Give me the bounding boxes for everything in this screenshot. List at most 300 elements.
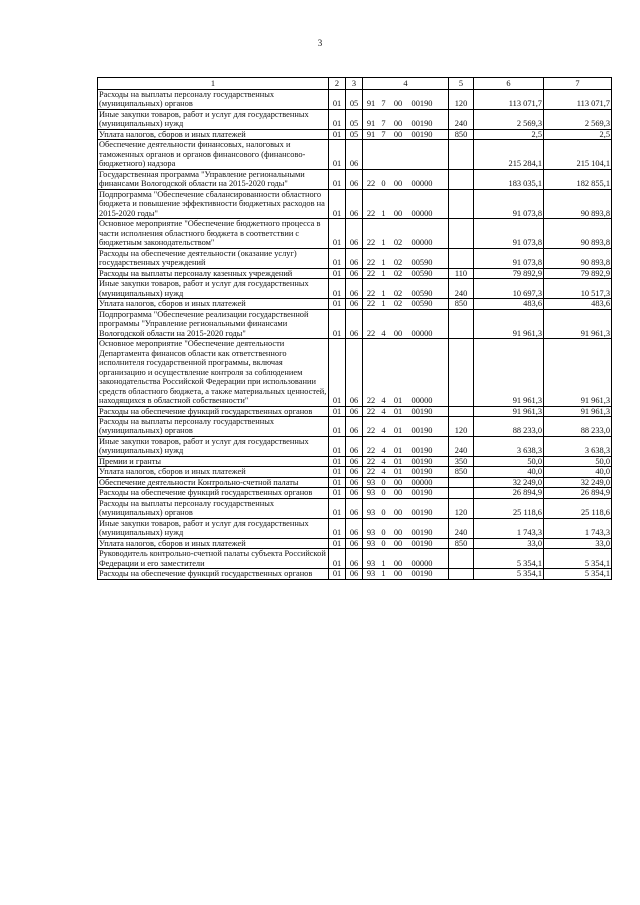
row-amount-year1: 40,0 — [474, 467, 544, 477]
row-amount-year1: 1 743,3 — [474, 518, 544, 538]
header-cell: 1 — [98, 78, 329, 90]
row-name: Обеспечение деятельности Контрольно-счетной палаты — [98, 477, 329, 487]
row-name: Основное мероприятие "Обеспечение бюджетного процесса в части исполнения областного бюджета в соответствии с бюджетным законодательством" — [98, 219, 329, 248]
row-name: Иные закупки товаров, работ и услуг для государственных (муниципальных) нужд — [98, 279, 329, 299]
table-row — [98, 268, 612, 278]
row-amount-year2: 1 743,3 — [544, 518, 612, 538]
row-expense-type: 350 — [449, 456, 474, 466]
row-target-code — [363, 538, 449, 548]
row-subsection: 06 — [346, 339, 363, 406]
target-code-parts — [364, 559, 447, 568]
row-expense-type — [449, 189, 474, 218]
row-amount-year2: 215 104,1 — [544, 140, 612, 169]
row-expense-type — [449, 406, 474, 416]
target-code-parts — [364, 179, 447, 188]
target-code-part: 02 — [393, 238, 403, 248]
row-amount-year2: 90 893,8 — [544, 219, 612, 248]
row-section: 01 — [329, 467, 346, 477]
row-amount-year1: 91 073,8 — [474, 219, 544, 248]
target-code-part: 01 — [393, 406, 403, 416]
row-name: Иные закупки товаров, работ и услуг для государственных (муниципальных) нужд — [98, 518, 329, 538]
row-target-code — [363, 248, 449, 268]
row-name: Государственная программа "Управление региональными финансами Вологодской области на 2015-2020 годы" — [98, 169, 329, 189]
row-name: Иные закупки товаров, работ и услуг для государственных (муниципальных) нужд — [98, 109, 329, 129]
row-amount-year2: 2 569,3 — [544, 109, 612, 129]
row-target-code — [363, 549, 449, 569]
target-code-part: 00590 — [411, 268, 433, 278]
row-subsection: 06 — [346, 456, 363, 466]
row-target-code — [363, 488, 449, 498]
row-section: 01 — [329, 339, 346, 406]
table-row — [98, 339, 612, 406]
target-code-parts — [364, 209, 447, 218]
target-code-part: 00 — [393, 558, 403, 568]
target-code-part: 00 — [393, 528, 403, 538]
row-name: Расходы на выплаты персоналу государственных (муниципальных) органов — [98, 90, 329, 110]
row-section: 01 — [329, 189, 346, 218]
target-code-part: 00190 — [411, 528, 433, 538]
row-name: Уплата налогов, сборов и иных платежей — [98, 129, 329, 139]
row-subsection: 06 — [346, 169, 363, 189]
target-code-part: 22 — [366, 268, 376, 278]
row-amount-year1: 2 569,3 — [474, 109, 544, 129]
target-code-part: 02 — [393, 288, 403, 298]
table-row — [98, 406, 612, 416]
target-code-part: 22 — [366, 328, 376, 338]
row-subsection: 06 — [346, 477, 363, 487]
target-code-part: 22 — [366, 456, 376, 466]
row-expense-type — [449, 339, 474, 406]
row-subsection: 06 — [346, 309, 363, 338]
row-name: Подпрограмма "Обеспечение реализации государственной программы "Управление региональными финансами Вологодской области на 2015-2020 годы" — [98, 309, 329, 338]
row-section: 01 — [329, 406, 346, 416]
row-name: Руководитель контрольно-счетной палаты субъекта Российской Федерации и его заместители — [98, 549, 329, 569]
row-amount-year1: 5 354,1 — [474, 549, 544, 569]
target-code-part: 22 — [366, 208, 376, 218]
row-expense-type — [449, 569, 474, 579]
row-amount-year2: 90 893,8 — [544, 189, 612, 218]
row-name: Расходы на обеспечение функций государственных органов — [98, 488, 329, 498]
row-target-code — [363, 279, 449, 299]
row-name: Иные закупки товаров, работ и услуг для государственных (муниципальных) нужд — [98, 436, 329, 456]
table-row — [98, 518, 612, 538]
row-section: 01 — [329, 169, 346, 189]
target-code-part: 00000 — [411, 396, 433, 406]
table-row — [98, 467, 612, 477]
row-amount-year1: 483,6 — [474, 299, 544, 309]
target-code-part: 1 — [381, 558, 386, 568]
row-target-code — [363, 129, 449, 139]
row-section: 01 — [329, 268, 346, 278]
table-row — [98, 299, 612, 309]
target-code-part: 00190 — [411, 569, 433, 579]
row-amount-year2: 2,5 — [544, 129, 612, 139]
row-amount-year1: 91 961,3 — [474, 339, 544, 406]
table-row — [98, 498, 612, 518]
row-amount-year1: 91 073,8 — [474, 248, 544, 268]
row-amount-year2: 88 233,0 — [544, 416, 612, 436]
row-target-code — [363, 309, 449, 338]
row-amount-year1: 33,0 — [474, 538, 544, 548]
row-expense-type: 120 — [449, 498, 474, 518]
target-code-part: 00 — [393, 538, 403, 548]
target-code-parts — [364, 569, 447, 578]
row-name: Уплата налогов, сборов и иных платежей — [98, 467, 329, 477]
row-section: 01 — [329, 549, 346, 569]
target-code-part: 01 — [393, 426, 403, 436]
target-code-part: 00190 — [411, 406, 433, 416]
target-code-part: 00000 — [411, 558, 433, 568]
target-code-part: 00000 — [411, 208, 433, 218]
target-code-part: 0 — [381, 477, 386, 487]
row-amount-year1: 88 233,0 — [474, 416, 544, 436]
table-row — [98, 309, 612, 338]
row-section: 01 — [329, 140, 346, 169]
row-name: Уплата налогов, сборов и иных платежей — [98, 538, 329, 548]
row-target-code — [363, 416, 449, 436]
target-code-part: 4 — [381, 426, 386, 436]
page-number: 3 — [317, 38, 323, 48]
target-code-parts — [364, 269, 447, 278]
target-code-part: 4 — [381, 446, 386, 456]
target-code-part: 00190 — [411, 508, 433, 518]
budget-table — [97, 77, 612, 580]
row-subsection: 06 — [346, 219, 363, 248]
target-code-part: 0 — [381, 538, 386, 548]
target-code-parts — [364, 396, 447, 405]
row-expense-type: 850 — [449, 538, 474, 548]
row-subsection: 06 — [346, 498, 363, 518]
target-code-part: 22 — [366, 299, 376, 309]
target-code-part: 00 — [393, 99, 403, 109]
target-code-parts — [364, 99, 447, 108]
row-expense-type: 240 — [449, 518, 474, 538]
target-code-part: 4 — [381, 456, 386, 466]
table-row — [98, 488, 612, 498]
target-code-part: 02 — [393, 258, 403, 268]
target-code-parts — [364, 426, 447, 435]
target-code-part: 00 — [393, 569, 403, 579]
target-code-parts — [364, 528, 447, 537]
target-code-part: 1 — [381, 569, 386, 579]
target-code-part: 00 — [393, 179, 403, 189]
row-expense-type — [449, 309, 474, 338]
target-code-part: 1 — [381, 238, 386, 248]
row-name: Расходы на выплаты персоналу казенных учреждений — [98, 268, 329, 278]
row-subsection: 06 — [346, 569, 363, 579]
table-row — [98, 279, 612, 299]
row-subsection: 06 — [346, 248, 363, 268]
target-code-parts — [364, 467, 447, 476]
target-code-part: 00190 — [411, 119, 433, 129]
target-code-parts — [364, 329, 447, 338]
target-code-part: 4 — [381, 467, 386, 477]
target-code-part: 22 — [366, 467, 376, 477]
table-row — [98, 189, 612, 218]
row-amount-year2: 113 071,7 — [544, 90, 612, 110]
table-row — [98, 129, 612, 139]
row-name: Расходы на обеспечение деятельности (оказание услуг) государственных учреждений — [98, 248, 329, 268]
row-amount-year2: 91 961,3 — [544, 339, 612, 406]
row-expense-type — [449, 549, 474, 569]
target-code-parts — [364, 446, 447, 455]
row-section: 01 — [329, 219, 346, 248]
target-code-part: 00 — [393, 208, 403, 218]
target-code-part: 91 — [366, 99, 376, 109]
row-section: 01 — [329, 309, 346, 338]
row-expense-type: 240 — [449, 109, 474, 129]
row-target-code — [363, 140, 449, 169]
header-cell: 3 — [346, 78, 363, 90]
row-amount-year2: 50,0 — [544, 456, 612, 466]
row-target-code — [363, 219, 449, 248]
table-row — [98, 140, 612, 169]
row-section: 01 — [329, 416, 346, 436]
row-subsection: 05 — [346, 109, 363, 129]
target-code-part: 00 — [393, 119, 403, 129]
row-target-code — [363, 477, 449, 487]
row-expense-type: 240 — [449, 279, 474, 299]
row-amount-year1: 32 249,0 — [474, 477, 544, 487]
row-section: 01 — [329, 569, 346, 579]
target-code-part: 91 — [366, 129, 376, 139]
row-amount-year1: 5 354,1 — [474, 569, 544, 579]
row-section: 01 — [329, 129, 346, 139]
row-amount-year1: 25 118,6 — [474, 498, 544, 518]
row-amount-year2: 91 961,3 — [544, 309, 612, 338]
row-amount-year1: 79 892,9 — [474, 268, 544, 278]
row-amount-year2: 33,0 — [544, 538, 612, 548]
target-code-parts — [364, 130, 447, 139]
table-row — [98, 549, 612, 569]
row-amount-year1: 215 284,1 — [474, 140, 544, 169]
row-section: 01 — [329, 477, 346, 487]
target-code-part: 1 — [381, 299, 386, 309]
target-code-part: 00000 — [411, 477, 433, 487]
row-amount-year2: 32 249,0 — [544, 477, 612, 487]
target-code-part: 00190 — [411, 129, 433, 139]
row-name: Уплата налогов, сборов и иных платежей — [98, 299, 329, 309]
header-cell: 5 — [449, 78, 474, 90]
target-code-part: 4 — [381, 406, 386, 416]
target-code-part: 93 — [366, 528, 376, 538]
row-amount-year1: 50,0 — [474, 456, 544, 466]
target-code-part: 0 — [381, 488, 386, 498]
row-amount-year1: 3 638,3 — [474, 436, 544, 456]
row-expense-type — [449, 477, 474, 487]
row-section: 01 — [329, 248, 346, 268]
row-expense-type — [449, 248, 474, 268]
header-row — [98, 78, 612, 90]
row-section: 01 — [329, 538, 346, 548]
row-expense-type — [449, 169, 474, 189]
row-subsection: 05 — [346, 129, 363, 139]
row-target-code — [363, 498, 449, 518]
row-target-code — [363, 518, 449, 538]
row-expense-type: 850 — [449, 467, 474, 477]
target-code-part: 22 — [366, 258, 376, 268]
table-row — [98, 477, 612, 487]
target-code-part: 1 — [381, 208, 386, 218]
row-section: 01 — [329, 518, 346, 538]
target-code-part: 00590 — [411, 299, 433, 309]
row-name: Подпрограмма "Обеспечение сбалансированности областного бюджета и повышение эффективности бюджетных расходов на 2015-2020 годы" — [98, 189, 329, 218]
row-subsection: 06 — [346, 488, 363, 498]
table-row — [98, 538, 612, 548]
target-code-part: 00000 — [411, 328, 433, 338]
row-section: 01 — [329, 279, 346, 299]
target-code-part: 00 — [393, 129, 403, 139]
target-code-part: 0 — [381, 179, 386, 189]
table-row — [98, 416, 612, 436]
row-name: Расходы на обеспечение функций государственных органов — [98, 406, 329, 416]
row-subsection: 06 — [346, 467, 363, 477]
target-code-part: 7 — [381, 99, 386, 109]
row-amount-year1: 2,5 — [474, 129, 544, 139]
row-subsection: 06 — [346, 518, 363, 538]
target-code-part: 01 — [393, 456, 403, 466]
target-code-part: 22 — [366, 406, 376, 416]
table-row — [98, 219, 612, 248]
target-code-parts — [364, 289, 447, 298]
header-cell: 4 — [363, 78, 449, 90]
row-target-code — [363, 436, 449, 456]
target-code-part: 00 — [393, 328, 403, 338]
target-code-part: 93 — [366, 569, 376, 579]
target-code-part: 02 — [393, 299, 403, 309]
target-code-part: 00000 — [411, 179, 433, 189]
table-row — [98, 436, 612, 456]
row-section: 01 — [329, 488, 346, 498]
target-code-part: 00190 — [411, 538, 433, 548]
row-amount-year2: 90 893,8 — [544, 248, 612, 268]
row-amount-year2: 40,0 — [544, 467, 612, 477]
row-name: Расходы на выплаты персоналу государственных (муниципальных) органов — [98, 498, 329, 518]
row-amount-year2: 3 638,3 — [544, 436, 612, 456]
row-amount-year1: 91 961,3 — [474, 406, 544, 416]
target-code-part: 00190 — [411, 488, 433, 498]
row-target-code — [363, 109, 449, 129]
row-amount-year2: 26 894,9 — [544, 488, 612, 498]
target-code-parts — [364, 238, 447, 247]
row-expense-type: 120 — [449, 416, 474, 436]
row-amount-year2: 182 855,1 — [544, 169, 612, 189]
row-expense-type: 850 — [449, 129, 474, 139]
row-subsection: 06 — [346, 406, 363, 416]
header-cell: 6 — [474, 78, 544, 90]
row-subsection: 06 — [346, 436, 363, 456]
table-row — [98, 109, 612, 129]
row-expense-type: 850 — [449, 299, 474, 309]
target-code-part: 1 — [381, 288, 386, 298]
target-code-part: 00 — [393, 508, 403, 518]
row-name: Премии и гранты — [98, 456, 329, 466]
table-row — [98, 456, 612, 466]
target-code-part: 7 — [381, 119, 386, 129]
row-section: 01 — [329, 456, 346, 466]
row-name: Расходы на обеспечение функций государственных органов — [98, 569, 329, 579]
row-target-code — [363, 569, 449, 579]
target-code-part: 4 — [381, 396, 386, 406]
row-section: 01 — [329, 109, 346, 129]
row-subsection: 06 — [346, 549, 363, 569]
target-code-part: 93 — [366, 488, 376, 498]
target-code-part: 00000 — [411, 238, 433, 248]
row-expense-type: 240 — [449, 436, 474, 456]
target-code-parts — [364, 478, 447, 487]
target-code-part: 1 — [381, 268, 386, 278]
row-amount-year1: 183 035,1 — [474, 169, 544, 189]
target-code-part: 7 — [381, 129, 386, 139]
row-amount-year2: 5 354,1 — [544, 549, 612, 569]
row-name: Расходы на выплаты персоналу государственных (муниципальных) органов — [98, 416, 329, 436]
target-code-part: 0 — [381, 508, 386, 518]
target-code-parts — [364, 258, 447, 267]
target-code-parts — [364, 488, 447, 497]
row-subsection: 06 — [346, 140, 363, 169]
target-code-part: 4 — [381, 328, 386, 338]
target-code-part: 1 — [381, 258, 386, 268]
row-target-code — [363, 456, 449, 466]
target-code-part: 00190 — [411, 456, 433, 466]
target-code-part: 00590 — [411, 258, 433, 268]
row-section: 01 — [329, 299, 346, 309]
row-amount-year2: 5 354,1 — [544, 569, 612, 579]
row-amount-year2: 10 517,3 — [544, 279, 612, 299]
row-subsection: 06 — [346, 538, 363, 548]
target-code-part: 22 — [366, 179, 376, 189]
row-name: Основное мероприятие "Обеспечение деятельности Департамента финансов области как ответственного исполнителя государственной программы, включая организацию и осуществление контроля за соблюдением законодательства Российской Федерации при использовании средств областного бюджета, а также материальных ценностей, находящихся в областной собственности" — [98, 339, 329, 406]
target-code-part: 91 — [366, 119, 376, 129]
row-expense-type — [449, 140, 474, 169]
target-code-parts — [364, 457, 447, 466]
target-code-part: 22 — [366, 288, 376, 298]
target-code-part: 22 — [366, 426, 376, 436]
row-subsection: 06 — [346, 299, 363, 309]
row-target-code — [363, 169, 449, 189]
target-code-part: 00190 — [411, 446, 433, 456]
table-body — [98, 90, 612, 580]
row-amount-year1: 91 961,3 — [474, 309, 544, 338]
table-row — [98, 248, 612, 268]
row-target-code — [363, 339, 449, 406]
row-target-code — [363, 299, 449, 309]
table-row — [98, 169, 612, 189]
row-section: 01 — [329, 90, 346, 110]
row-section: 01 — [329, 498, 346, 518]
target-code-part: 22 — [366, 446, 376, 456]
target-code-part: 00 — [393, 477, 403, 487]
row-subsection: 06 — [346, 189, 363, 218]
target-code-parts — [364, 539, 447, 548]
target-code-parts — [364, 119, 447, 128]
target-code-part: 00590 — [411, 288, 433, 298]
row-expense-type: 120 — [449, 90, 474, 110]
row-expense-type: 110 — [449, 268, 474, 278]
row-amount-year2: 91 961,3 — [544, 406, 612, 416]
target-code-part: 93 — [366, 508, 376, 518]
target-code-parts — [364, 299, 447, 308]
row-amount-year1: 26 894,9 — [474, 488, 544, 498]
target-code-part: 93 — [366, 477, 376, 487]
target-code-part: 00190 — [411, 467, 433, 477]
row-amount-year2: 79 892,9 — [544, 268, 612, 278]
target-code-part: 01 — [393, 446, 403, 456]
row-target-code — [363, 268, 449, 278]
target-code-part: 22 — [366, 396, 376, 406]
target-code-part: 0 — [381, 528, 386, 538]
header-cell: 7 — [544, 78, 612, 90]
